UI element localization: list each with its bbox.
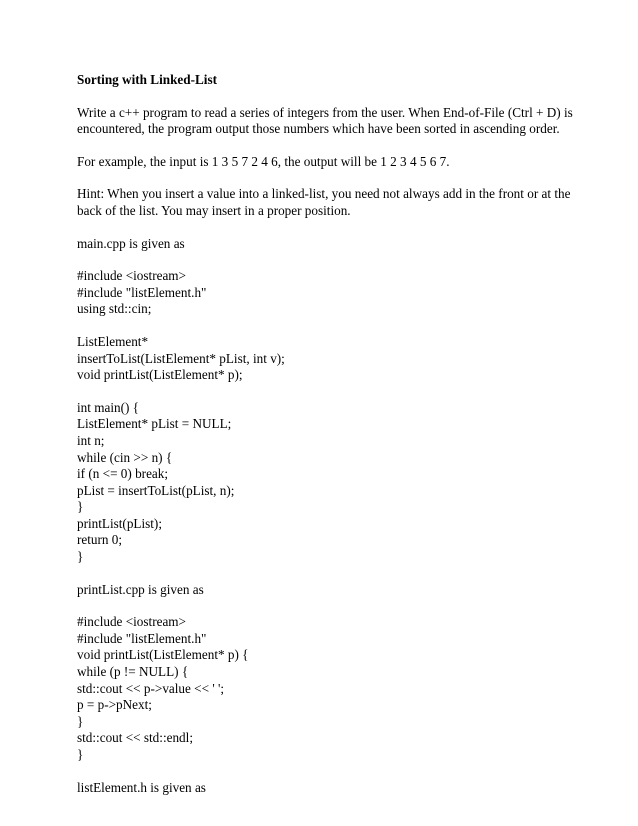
code-line: if (n <= 0) break; xyxy=(77,466,169,482)
example-text: For example, the input is 1 3 5 7 2 4 6, the output will be 1 2 3 4 5 6 7. xyxy=(77,153,450,169)
print-list-cpp xyxy=(77,614,577,763)
code-line: std::cout << std::endl; xyxy=(77,730,193,746)
list-element-intro: listElement.h is given as xyxy=(77,779,206,795)
main-cpp-intro: main.cpp is given as xyxy=(77,235,185,251)
code-line: return 0; xyxy=(77,532,123,548)
print-list-intro: printList.cpp is given as xyxy=(77,581,204,597)
code-line: #include <iostream> xyxy=(77,614,186,630)
code-line: pList = insertToList(pList, n); xyxy=(77,482,235,498)
code-line: #include "listElement.h" xyxy=(77,284,207,300)
code-line: } xyxy=(77,499,84,515)
hint-text: Hint: When you insert a value into a linked-list, you need not always add in the front or at the back of the list. You may insert in a proper position. xyxy=(77,186,571,218)
code-line: #include <iostream> xyxy=(77,268,186,284)
code-line: void printList(ListElement* p) { xyxy=(77,647,249,663)
main-cpp-main-function xyxy=(77,400,577,566)
code-line: int main() { xyxy=(77,399,139,415)
code-line: ListElement* xyxy=(77,333,149,349)
document-title: Sorting with Linked-List xyxy=(77,72,217,87)
code-line: int n; xyxy=(77,432,105,448)
code-line: } xyxy=(77,713,84,729)
main-cpp-declarations xyxy=(77,334,577,384)
code-line: std::cout << p->value << ' '; xyxy=(77,680,225,696)
task-description: Write a c++ program to read a series of integers from the user. When End-of-File (Ctrl + D) is encountered, the program output those numbers which have been sorted in ascending order. xyxy=(77,104,573,137)
code-line: } xyxy=(77,747,84,762)
code-line: using std::cin; xyxy=(77,301,152,317)
code-line: p = p->pNext; xyxy=(77,697,152,713)
document-page xyxy=(77,72,577,812)
code-line: while (p != NULL) { xyxy=(77,664,189,680)
code-line: void printList(ListElement* p); xyxy=(77,367,243,383)
code-line: } xyxy=(77,549,84,565)
code-line: while (cin >> n) { xyxy=(77,449,173,465)
main-cpp-includes xyxy=(77,268,577,318)
code-line: insertToList(ListElement* pList, int v); xyxy=(77,350,285,366)
code-line: #include "listElement.h" xyxy=(77,630,207,646)
code-line: ListElement* pList = NULL; xyxy=(77,416,232,432)
code-line: printList(pList); xyxy=(77,515,162,531)
